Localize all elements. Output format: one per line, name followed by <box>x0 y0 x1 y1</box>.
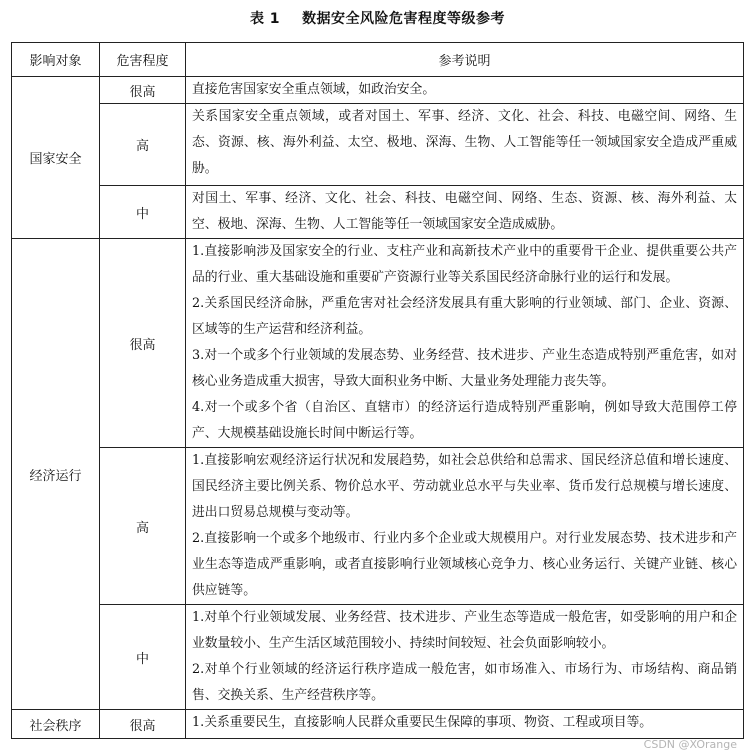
table-row <box>12 710 744 739</box>
table-title <box>0 8 755 28</box>
description-paragraph: 1.直接影响宏观经济运行状况和发展趋势，如社会总供给和总需求、国民经济总值和增长速度、国民经济主要比例关系、物价总水平、劳动就业总水平与失业率、货币发行总规模与增长速度、进出口贸易总规模与变动等。 <box>192 453 737 520</box>
watermark: CSDN @XOrange <box>643 738 737 751</box>
description-paragraph: 1.对单个行业领域发展、业务经营、技术进步、产业生态等造成一般危害，如受影响的用户和企业数量较小、生产生活区域范围较小、持续时间较短、社会负面影响较小。 <box>192 610 737 651</box>
level-cell: 中 <box>100 186 186 239</box>
table-row <box>12 605 744 710</box>
description-cell <box>186 186 744 239</box>
level-cell: 很高 <box>100 710 186 739</box>
table-row <box>12 104 744 186</box>
description-paragraph: 2.关系国民经济命脉，严重危害对社会经济发展具有重大影响的行业领域、部门、企业、资源、区域等的生产运营和经济利益。 <box>192 296 737 337</box>
level-cell: 中 <box>100 605 186 710</box>
table-number: 表 1 <box>249 11 281 27</box>
description-paragraph: 直接危害国家安全重点领域，如政治安全。 <box>192 82 436 97</box>
table-row <box>12 448 744 605</box>
description-cell <box>186 710 744 739</box>
description-cell <box>186 239 744 448</box>
table-row <box>12 186 744 239</box>
header-description: 参考说明 <box>186 43 744 77</box>
table-row <box>12 239 744 448</box>
table-row <box>12 77 744 104</box>
level-cell: 高 <box>100 448 186 605</box>
description-paragraph: 3.对一个或多个行业领域的发展态势、业务经营、技术进步、产业生态造成特别严重危害，如对核心业务造成重大损害，导致大面积业务中断、大量业务处理能力丧失等。 <box>192 348 737 389</box>
description-cell <box>186 605 744 710</box>
description-paragraph: 4.对一个或多个省（自治区、直辖市）的经济运行造成特别严重影响，例如导致大范围停工停产、大规模基础设施长时间中断运行等。 <box>192 400 737 441</box>
description-paragraph: 2.对单个行业领域的经济运行秩序造成一般危害，如市场准入、市场行为、市场结构、商品销售、交换关系、生产经营秩序等。 <box>192 662 737 703</box>
object-cell: 国家安全 <box>12 77 100 239</box>
description-paragraph: 1.关系重要民生，直接影响人民群众重要民生保障的事项、物资、工程或项目等。 <box>192 715 653 730</box>
description-cell <box>186 77 744 104</box>
table-title-text: 数据安全风险危害程度等级参考 <box>302 11 506 27</box>
description-paragraph: 对国土、军事、经济、文化、社会、科技、电磁空间、网络、生态、资源、核、海外利益、太空、极地、深海、生物、人工智能等任一领域国家安全造成威胁。 <box>192 191 737 232</box>
level-cell: 很高 <box>100 239 186 448</box>
description-paragraph: 1.直接影响涉及国家安全的行业、支柱产业和高新技术产业中的重要骨干企业、提供重要公共产品的行业、重大基础设施和重要矿产资源行业等关系国民经济命脉行业的运行和发展。 <box>192 244 737 285</box>
header-level: 危害程度 <box>100 43 186 77</box>
level-cell: 很高 <box>100 77 186 104</box>
level-cell: 高 <box>100 104 186 186</box>
description-paragraph: 关系国家安全重点领域，或者对国土、军事、经济、文化、社会、科技、电磁空间、网络、生态、资源、核、海外利益、太空、极地、深海、生物、人工智能等任一领域国家安全造成严重威胁。 <box>192 109 737 176</box>
object-cell: 社会秩序 <box>12 710 100 739</box>
header-object: 影响对象 <box>12 43 100 77</box>
description-paragraph: 2.直接影响一个或多个地级市、行业内多个企业或大规模用户。对行业发展态势、技术进步和产业生态等造成严重影响，或者直接影响行业领域核心竞争力、核心业务运行、关键产业链、核心供应链等。 <box>192 531 737 598</box>
description-cell <box>186 104 744 186</box>
description-cell <box>186 448 744 605</box>
object-cell: 经济运行 <box>12 239 100 710</box>
risk-level-table <box>11 42 744 739</box>
header-row <box>12 43 744 77</box>
